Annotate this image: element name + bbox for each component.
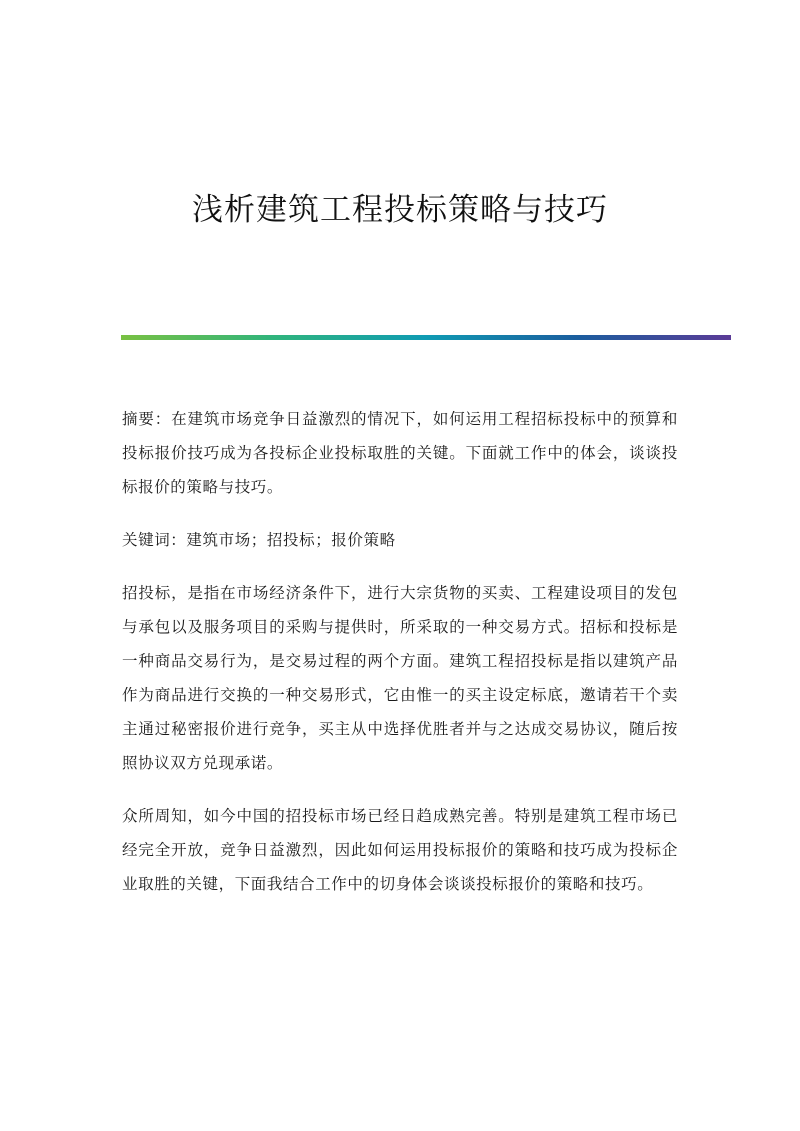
document-body	[122, 402, 678, 920]
keywords-paragraph	[122, 523, 678, 557]
title-divider	[121, 335, 731, 340]
abstract-text: 在建筑市场竞争日益激烈的情况下，如何运用工程招标投标中的预算和投标报价技巧成为各投标企业投标取胜的关键。下面就工作中的体会，谈谈投标报价的策略与技巧。	[122, 410, 678, 496]
page-title: 浅析建筑工程投标策略与技巧	[192, 192, 608, 228]
keywords-text: 建筑市场；招投标；报价策略	[186, 531, 396, 549]
body-paragraph: 众所周知，如今中国的招投标市场已经日趋成熟完善。特别是建筑工程市场已经完全开放，竞争日益激烈，因此如何运用投标报价的策略和技巧成为投标企业取胜的关键，下面我结合工作中的切身体会谈谈投标报价的策略和技巧。	[122, 807, 678, 893]
abstract-paragraph	[122, 402, 678, 504]
keywords-label: 关键词：	[122, 531, 187, 549]
body-paragraph: 招投标，是指在市场经济条件下，进行大宗货物的买卖、工程建设项目的发包与承包以及服务项目的采购与提供时，所采取的一种交易方式。招标和投标是一种商品交易行为，是交易过程的两个方面。建筑工程招投标是指以建筑产品作为商品进行交换的一种交易形式，它由惟一的买主设定标底，邀请若干个卖主通过秘密报价进行竞争，买主从中选择优胜者并与之达成交易协议，随后按照协议双方兑现承诺。	[122, 584, 678, 772]
abstract-label: 摘要：	[122, 410, 172, 428]
